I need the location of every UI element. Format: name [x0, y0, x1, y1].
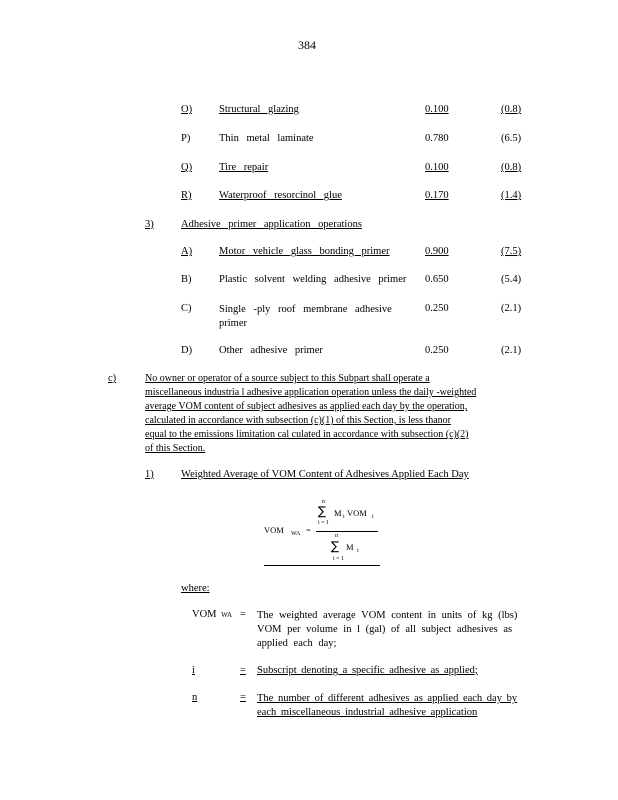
paragraph-line: miscellaneous industria l adhesive application operation unless the daily -weighted — [145, 387, 477, 398]
row-lbs: (7.5) — [501, 246, 522, 257]
definition-term — [192, 609, 232, 620]
row-name: Single -ply roof membrane adhesive primer — [219, 304, 392, 329]
definition-equals: = — [240, 692, 246, 703]
summation-symbol: ∑ — [318, 504, 327, 518]
definition-equals: = — [240, 609, 246, 620]
row-name: Tire repair — [219, 162, 269, 173]
paragraph-line: average VOM content of subject adhesives as applied each day by the operation, — [145, 401, 468, 412]
row-name: Plastic solvent welding adhesive primer — [219, 274, 407, 285]
row-name: Thin metal laminate — [219, 133, 314, 144]
row-label: B) — [181, 274, 192, 285]
definition-term — [192, 692, 197, 703]
subsection-1-title: Weighted Average of VOM Content of Adhesives Applied Each Day — [181, 469, 469, 480]
row-lbs: (5.4) — [501, 274, 522, 285]
sum-lower-limit: i = 1 — [318, 520, 330, 526]
definition-text: The number of different adhesives as applied each day by each miscellaneous industrial adhesive application — [257, 693, 518, 718]
row-label: D) — [181, 345, 193, 356]
row-lbs: (6.5) — [501, 133, 522, 144]
formula-lhs: VOM — [264, 525, 284, 535]
sum-lower-limit: i = 1 — [333, 556, 345, 562]
row-lbs: (0.8) — [501, 162, 522, 173]
row-label: O) — [181, 104, 193, 115]
row-name: Waterproof resorcinol glue — [219, 190, 342, 201]
formula-underline — [264, 565, 380, 566]
row-voc: 0.100 — [425, 104, 449, 115]
term-subscript: WA — [221, 611, 233, 619]
paragraph-line: calculated in accordance with subsection (c)(1) of this Section, is less thanor — [145, 415, 452, 426]
term-symbol: VOM — [192, 609, 217, 620]
row-label: C) — [181, 303, 192, 314]
numerator-m: M — [334, 508, 342, 518]
definition-equals: = — [240, 665, 246, 676]
row-lbs: (2.1) — [501, 345, 522, 356]
definition-text: Subscript denoting a specific adhesive as applied; — [257, 665, 478, 676]
page-number: 384 — [298, 38, 316, 52]
definition-term — [192, 665, 195, 676]
formula-equals: = — [306, 525, 311, 535]
sum-upper-limit: n — [322, 499, 325, 505]
row-voc: 0.170 — [425, 190, 449, 201]
row-voc: 0.100 — [425, 162, 449, 173]
paragraph-line: No owner or operator of a source subject to this Subpart shall operate a — [145, 373, 430, 384]
paragraph-line: of this Section. — [145, 443, 206, 454]
subsection-1-label: 1) — [145, 469, 154, 480]
row-voc: 0.900 — [425, 246, 449, 257]
definition-text: The weighted average VOM content in units of kg (lbs) VOM per volume in l (gal) of all subject adhesives as applied each day; — [257, 610, 518, 649]
term-symbol: n — [192, 692, 198, 703]
row-name: Other adhesive primer — [219, 345, 323, 356]
where-label: where: — [181, 583, 210, 594]
section-c-label: c) — [108, 373, 117, 384]
row-name: Structural glazing — [219, 104, 299, 115]
row-label: R) — [181, 190, 192, 201]
row-name: Motor vehicle glass bonding primer — [219, 246, 390, 257]
numerator-vom-subscript: i — [372, 514, 374, 520]
denominator-m: M — [346, 542, 354, 552]
fraction-bar — [316, 531, 378, 532]
row-voc: 0.780 — [425, 133, 449, 144]
sum-upper-limit: n — [335, 533, 338, 539]
term-symbol: i — [192, 665, 195, 676]
formula-lhs-subscript: WA — [291, 531, 301, 537]
numerator-m-subscript: i — [343, 514, 345, 520]
denominator-m-subscript: i — [357, 548, 359, 554]
numerator-vom: VOM — [347, 508, 367, 518]
row-lbs: (2.1) — [501, 303, 522, 314]
row-lbs: (0.8) — [501, 104, 522, 115]
row-label: A) — [181, 246, 193, 257]
section-3-label: 3) — [145, 219, 154, 230]
row-label: P) — [181, 133, 191, 144]
paragraph-line: equal to the emissions limitation cal culated in accordance with subsection (c)(2) — [145, 429, 469, 440]
summation-symbol: ∑ — [331, 539, 340, 553]
row-voc: 0.250 — [425, 303, 449, 314]
row-lbs: (1.4) — [501, 190, 522, 201]
row-label: Q) — [181, 162, 193, 173]
section-3-title: Adhesive primer application operations — [181, 219, 362, 230]
row-voc: 0.250 — [425, 345, 449, 356]
row-voc: 0.650 — [425, 274, 449, 285]
